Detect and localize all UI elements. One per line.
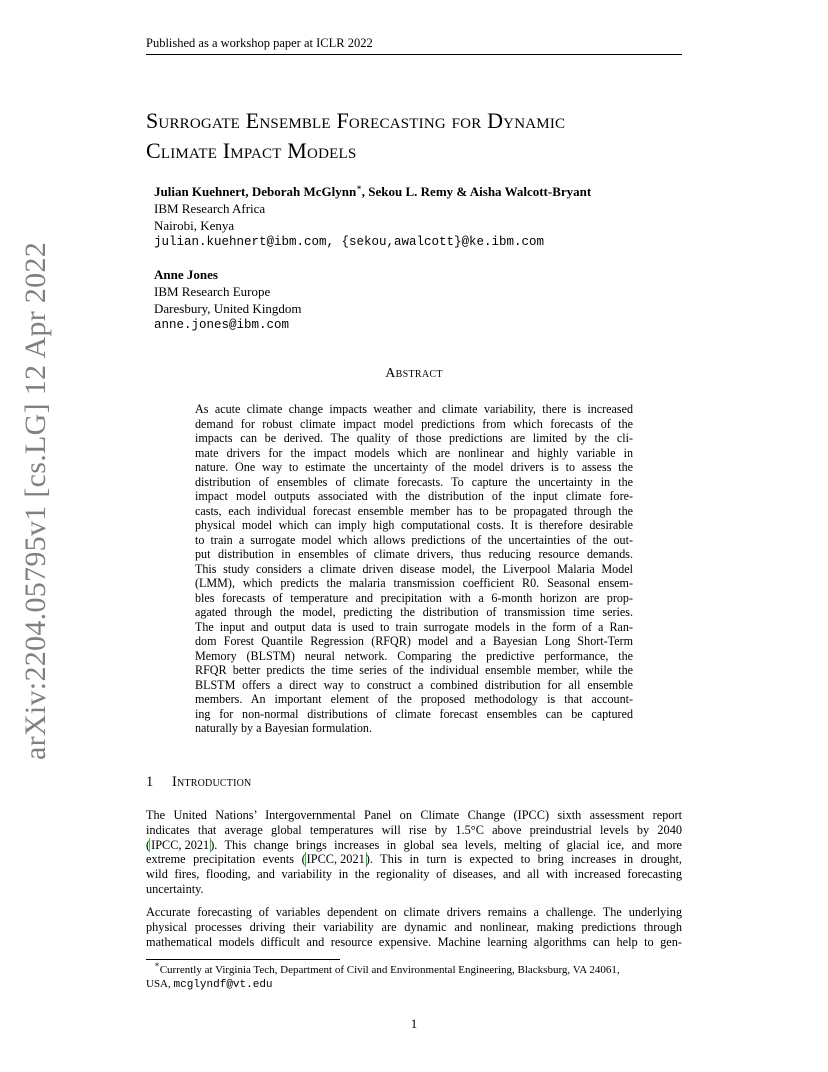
text-line: Accurate forecasting of variables dependent on climate drivers remains a challenge. The underlying <box>146 905 682 919</box>
paper-title <box>146 106 706 166</box>
text-line: As acute climate change impacts weather and climate variability, there is increased <box>195 402 633 416</box>
text-line: members. An important element of the proposed methodology is that account- <box>195 692 633 706</box>
text-line: ing for non-normal distributions of climate forecast ensembles can be captured <box>195 706 633 721</box>
text-segment: ). This change brings increases in global sea levels, melting of glacial ice, and more <box>210 837 682 852</box>
footnote-rule <box>146 959 340 960</box>
text-line: RFQR better predicts the time series of the individual ensemble member, while the <box>195 663 633 677</box>
footnote-marker: ∗ <box>356 183 362 192</box>
footnote-text: Currently at Virginia Tech, Department of Civil and Environmental Engineering, Blacksburg, VA 24061, <box>159 964 620 976</box>
citation-paren: ( <box>146 837 151 852</box>
text-line: put distribution in ensembles of climate drivers, thus reducing resource demands. <box>195 547 633 561</box>
text-line: nature. One way to estimate the uncertainty of the model drivers is to assess the <box>195 460 633 474</box>
title-line-2: Climate Impact Models <box>146 138 357 163</box>
text-line: distribution of ensembles of climate forecasts. To capture the uncertainty in the <box>195 474 633 489</box>
section-title: Introduction <box>172 774 252 790</box>
footnote-line-2 <box>146 978 682 993</box>
author-location: Daresbury, United Kingdom <box>154 301 302 316</box>
text-line: This study considers a climate driven disease model, the Liverpool Malaria Model <box>195 561 633 576</box>
text-line: impacts can be derived. The quality of those predictions are limited by the cli- <box>195 431 633 445</box>
text-line: casts, each individual forecast ensemble member has to be propagated through the <box>195 503 633 518</box>
citation-link[interactable]: IPCC, 2021 <box>151 837 210 852</box>
author-email: anne.jones@ibm.com <box>154 318 290 332</box>
author-block-2 <box>154 266 302 334</box>
text-line: demand for robust climate impact model predictions from which forecasts of the <box>195 416 633 431</box>
text-line: wild fires, flooding, and variability in the regionality of diseases, and all with increased forecasting <box>146 867 682 882</box>
arxiv-identifier: arXiv:2204.05795v1 [cs.LG] 12 Apr 2022 <box>19 241 52 760</box>
text-line: mate drivers for the impact models which are nonlinear and highly variable in <box>195 445 633 460</box>
author-affiliation: IBM Research Europe <box>154 284 271 299</box>
text-line: physical processes driving their variability are dynamic and nonlinear, making predictions through <box>146 919 682 934</box>
text-line: impact model outputs associated with the distribution of the input climate fore- <box>195 489 633 503</box>
abstract-heading: Abstract <box>385 366 443 381</box>
text-line: uncertainty. <box>146 881 204 896</box>
abstract-body <box>195 402 633 736</box>
author-names <box>154 183 591 200</box>
author-location: Nairobi, Kenya <box>154 218 235 233</box>
text-line: The input and output data is used to train surrogate models in the form of a Ran- <box>195 619 633 634</box>
text-line: agated through the model, predicting the distribution of transmission time series. <box>195 605 633 619</box>
footnote-marker: ∗ <box>154 960 160 969</box>
intro-paragraph-1 <box>146 808 682 897</box>
text-line <box>146 852 682 867</box>
text-line: bles forecasts of temperature and precipitation with a 6-month horizon are prop- <box>195 590 633 605</box>
text-segment: ). This in turn is expected to bring increases in drought, <box>365 852 682 867</box>
text-line: indicates that average global temperatures will rise by 1.5°C above preindustrial levels by 2040 <box>146 822 682 837</box>
running-header: Published as a workshop paper at ICLR 2022 <box>146 36 373 50</box>
text-line: Memory (BLSTM) neural network. Comparing the predictive performance, the <box>195 648 633 663</box>
intro-paragraph-2 <box>146 905 682 949</box>
text-line: physical model which can imply high computational costs. It is therefore desirable <box>195 518 633 532</box>
author-name: Anne Jones <box>154 267 218 282</box>
author-block-1 <box>154 183 591 251</box>
text-line: to train a surrogate model which allows predictions of the uncertainties of the out- <box>195 532 633 547</box>
footnote-text: USA, <box>146 977 174 990</box>
text-line <box>146 838 682 853</box>
author-names-b: , Sekou L. Remy & Aisha Walcott-Bryant <box>361 184 592 199</box>
text-line: naturally by a Bayesian formulation. <box>195 721 372 735</box>
author-names-a: Julian Kuehnert, Deborah McGlynn <box>154 184 357 199</box>
footnote <box>146 960 682 992</box>
text-line: mathematical models difficult and resource expensive. Machine learning algorithms can help to gen- <box>146 934 682 949</box>
footnote-line-1 <box>146 960 682 978</box>
text-line: The United Nations’ Intergovernmental Panel on Climate Change (IPCC) sixth assessment report <box>146 808 682 822</box>
citation-link[interactable]: IPCC, 2021 <box>306 852 365 867</box>
footnote-email: mcglyndf@vt.edu <box>173 978 273 991</box>
header-rule <box>146 54 682 55</box>
author-affiliation: IBM Research Africa <box>154 201 266 216</box>
text-segment: extreme precipitation events ( <box>146 852 306 867</box>
text-line: (LMM), which predicts the malaria transmission coefficient R0. Seasonal ensem- <box>195 576 633 590</box>
page-number: 1 <box>410 1016 418 1031</box>
text-line: BLSTM offers a direct way to construct a combined distribution for all ensemble <box>195 677 633 692</box>
text-line: dom Forest Quantile Regression (RFQR) model and a Bayesian Long Short-Term <box>195 634 633 648</box>
section-heading <box>146 774 251 791</box>
section-number: 1 <box>146 774 154 790</box>
title-line-1: Surrogate Ensemble Forecasting for Dynamic <box>146 108 566 133</box>
author-email: julian.kuehnert@ibm.com, {sekou,awalcott}@ke.ibm.com <box>154 235 545 249</box>
